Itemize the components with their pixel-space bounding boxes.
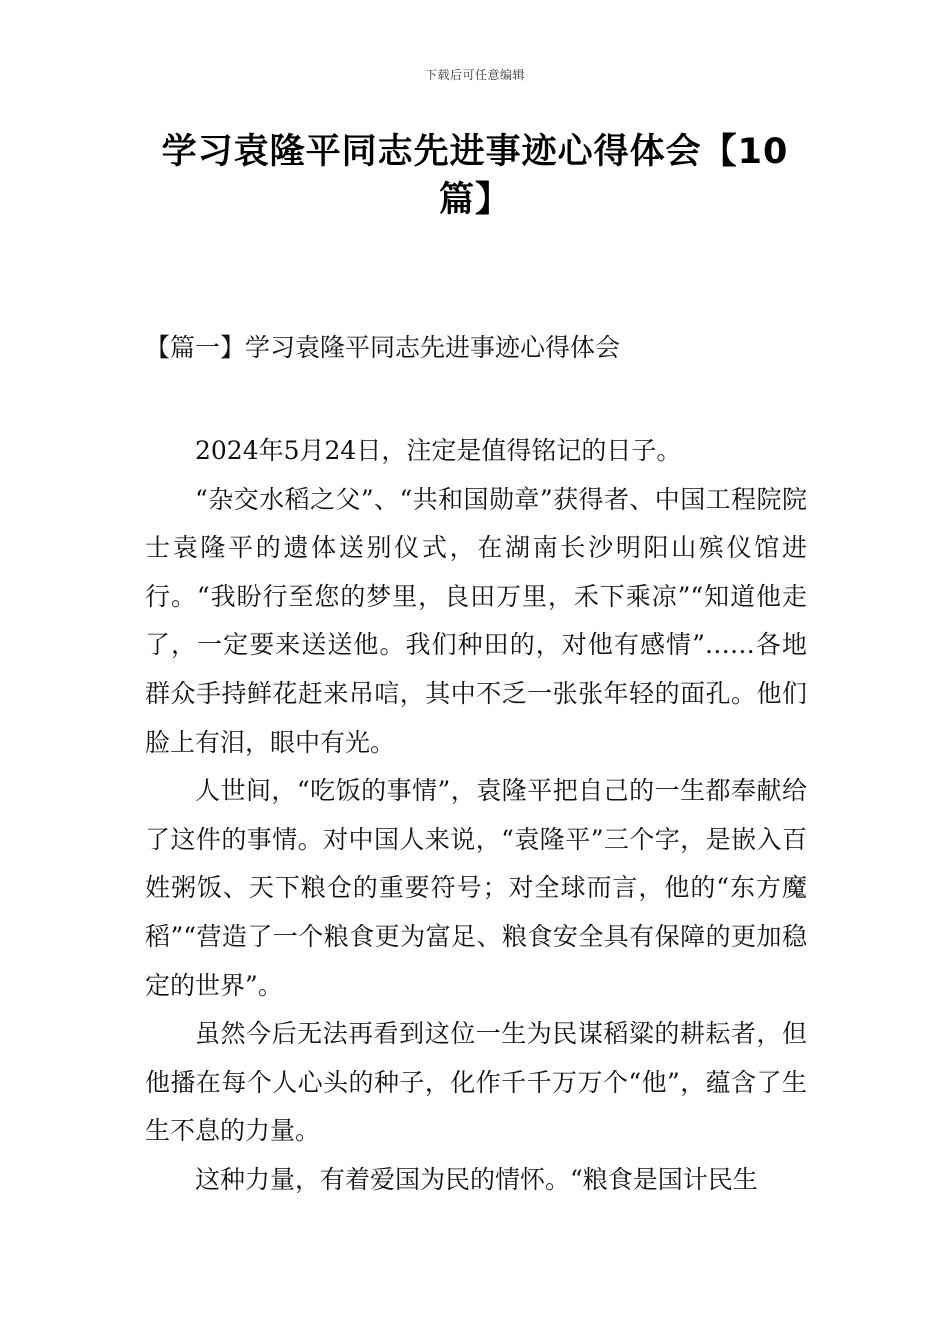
document-title: 学习袁隆平同志先进事迹心得体会【10篇】 [161,132,789,220]
paragraph: 2024年5月24日，注定是值得铭记的日子。 [195,436,682,465]
header-note: 下载后可任意编辑 [424,68,525,82]
paragraph: 这种力量，有着爱国为民的情怀。“粮食是国计民生 [195,1164,758,1194]
paragraph: “杂交水稻之父”、“共和国勋章”获得者、中国工程院院士袁隆平的遗体送别仪式，在湖南长沙明阳山殡仪馆进行。“我盼行至您的梦里，良田万里，禾下乘凉”“知道他走了，一定要来送送他。我们种田的，对他有感情”……各地群众手持鲜花赶来吊唁，其中不乏一张张年轻的面孔。他们脸上有泪，眼中有光。 [145,484,807,757]
paragraph: 虽然今后无法再看到这位一生为民谋稻粱的耕耘者，但他播在每个人心头的种子，化作千千万万个“他”，蕴含了生生不息的力量。 [145,1019,807,1146]
document-body [145,427,807,1205]
paragraph: 人世间，“吃饭的事情”，袁隆平把自己的一生都奉献给了这件的事情。对中国人来说，“袁隆平”三个字，是嵌入百姓粥饭、天下粮仓的重要符号；对全球而言，他的“东方魔稻”“营造了一个粮食更为富足、粮食安全具有保障的更加稳定的世界”。 [145,776,807,1000]
section-heading: 【篇一】学习袁隆平同志先进事迹心得体会 [145,333,621,362]
